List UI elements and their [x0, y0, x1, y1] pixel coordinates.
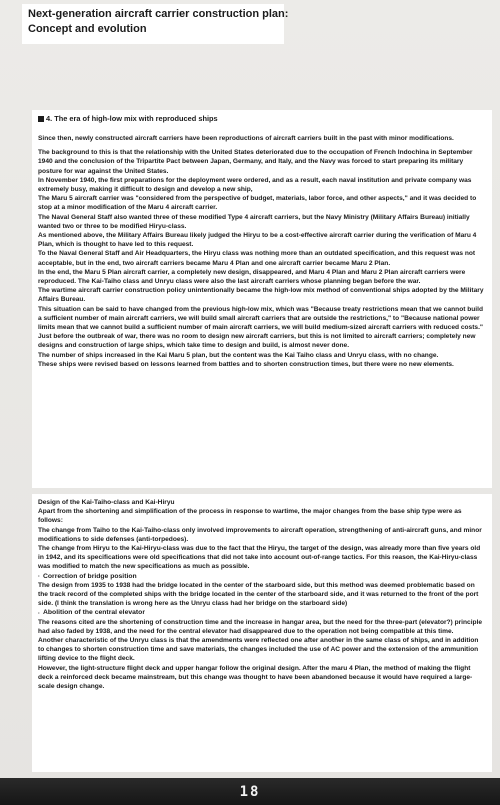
- paragraph: The Naval General Staff also wanted three of these modified Type 4 aircraft carriers, but the Navy Ministry (Military Affairs Bureau) initially wanted two or three to be modified Hiryu-class.: [38, 213, 470, 230]
- paragraph: To the Naval General Staff and Air Headquarters, the Hiryu class was nothing more than an outdated specification, and this request was not acceptable, but in the end, two aircraft carriers became Maru 4 Plan and one aircraft carrier became Maru 2 Plan.: [38, 250, 476, 267]
- black-square-icon: [38, 116, 44, 122]
- paragraph: The reasons cited are the shortening of construction time and the increase in hangar area, but the need for the three-part (elevator?) principle had also faded by 1938, and the need for the central elevator had disappeared due to the operation not being compatible at this time.: [38, 618, 483, 635]
- title-line-2: Concept and evolution: [28, 23, 147, 35]
- title-line-1: Next-generation aircraft carrier construction plan:: [28, 8, 289, 20]
- paragraph: Apart from the shortening and simplification of the process in response to wartime, the major changes from the base ship type were as follows:: [38, 508, 462, 525]
- section-1-heading-text: 4. The era of high-low mix with reproduced ships: [46, 114, 218, 123]
- paragraph: The background to this is that the relationship with the United States deteriorated due to the occupation of French Indochina in September 1940 and the conclusion of the Tripartite Pact between Japan, Germany, and Italy, and the Navy was forced to start preparing its military posture for war against the United States.: [38, 149, 473, 175]
- title-box: [22, 4, 289, 44]
- paragraph: The wartime aircraft carrier construction policy unintentionally became the high-low mix method of conventional ships adopted by the Military Affairs Bureau.: [38, 287, 484, 304]
- sub-heading-bridge-text: Correction of bridge position: [43, 572, 137, 580]
- paragraph: The number of ships increased in the Kai Maru 5 plan, but the content was the Kai Taiho class and Unryu class, with no change.: [38, 351, 439, 359]
- section-1-heading: [38, 114, 486, 124]
- sub-heading-bridge: [38, 572, 486, 581]
- paragraph: As mentioned above, the Military Affairs Bureau likely judged the Hiryu to be a cost-effective aircraft carrier during the verification of Maru 4 Plan, which is thought to have led to this request.: [38, 232, 477, 249]
- bullet-icon: ·: [38, 574, 40, 581]
- sub-heading-elevator-text: Abolition of the central elevator: [43, 609, 145, 617]
- paragraph: The change from Taiho to the Kai-Taiho-class only involved improvements to aircraft operation, strengthening of anti-aircraft guns, and minor modifications to side defenses (anti-torpedoes).: [38, 526, 482, 543]
- paragraph: These ships were revised based on lessons learned from battles and to shorten construction times, but there were no new elements.: [38, 360, 454, 368]
- paragraph: The design from 1935 to 1938 had the bridge located in the center of the starboard side, but this method was deemed problematic based on the track record of the completed ships with the bridge located in the center of the starboard side, and it was returned to the front of the port side. (I think the translation is wrong here as the Unryu class had her bridge on the starboard side): [38, 581, 479, 608]
- section-2-panel: [32, 494, 492, 772]
- paragraph: The change from Hiryu to the Kai-Hiryu-class was due to the fact that the Hiryu, the target of the design, was already more than five years old in 1942, and its specifications were old specifications that did not take into account out-of-range tactics. For this reason, the Kai-Hiryu-class was modified to match the new specifications as much as possible.: [38, 545, 481, 571]
- footer-band: [0, 778, 500, 805]
- section-2-heading: Design of the Kai-Taiho-class and Kai-Hiryu: [38, 499, 175, 506]
- paragraph: The Maru 5 aircraft carrier was "considered from the perspective of budget, materials, labor force, and other aspects," and it was decided to stop at a minor modification of the Maru 4 aircraft carrier.: [38, 195, 477, 212]
- paragraph: Another characteristic of the Unryu class is that the amendments were reflected one after another in the same class of ships, and in addition to changes to shorten construction time and save materials, the changes included the use of AC power and the extension of the ammunition lifting device to the flight deck.: [38, 637, 479, 663]
- section-1-panel: [32, 110, 492, 488]
- paragraph: However, the light-structure flight deck and upper hangar follow the original design. After the maru 4 Plan, the method of making the flight deck a reinforced deck became mainstream, but this change was thought to have been abandoned because it would have required a large-scale design change.: [38, 664, 473, 691]
- page-number: 18: [239, 783, 261, 800]
- paragraph: In November 1940, the first preparations for the deployment were ordered, and as a result, each naval institution and private company was extremely busy, making it difficult to design and develop a new ship,: [38, 176, 472, 194]
- sub-heading-elevator: [38, 608, 486, 617]
- paragraph: Since then, newly constructed aircraft carriers have been reproductions of aircraft carriers built in the past with minor modifications.: [38, 135, 454, 142]
- paragraph: In the end, the Maru 5 Plan aircraft carrier, a completely new design, disappeared, and Maru 4 Plan and Maru 2 Plan aircraft carriers were reproduced. The Kai-Taiho class and Unryu class were also the last aircraft carriers whose planning began before the war.: [38, 268, 466, 286]
- paragraph: This situation can be said to have changed from the previous high-low mix, which was "Because treaty restrictions mean that we cannot build a sufficient number of main aircraft carriers, we will build small aircraft carriers that are outside the restrictions," to "Because national power limits mean that we cannot build a sufficient number of main aircraft carriers, we will build medium-sized aircraft carriers with reduced costs." Just before the outbreak of war, there was no room to design new aircraft carriers, but this is not limited to aircraft carriers; completely new designs and construction of large ships, which take time to design and build, is almost never done.: [38, 305, 484, 350]
- bullet-icon: ·: [38, 611, 40, 618]
